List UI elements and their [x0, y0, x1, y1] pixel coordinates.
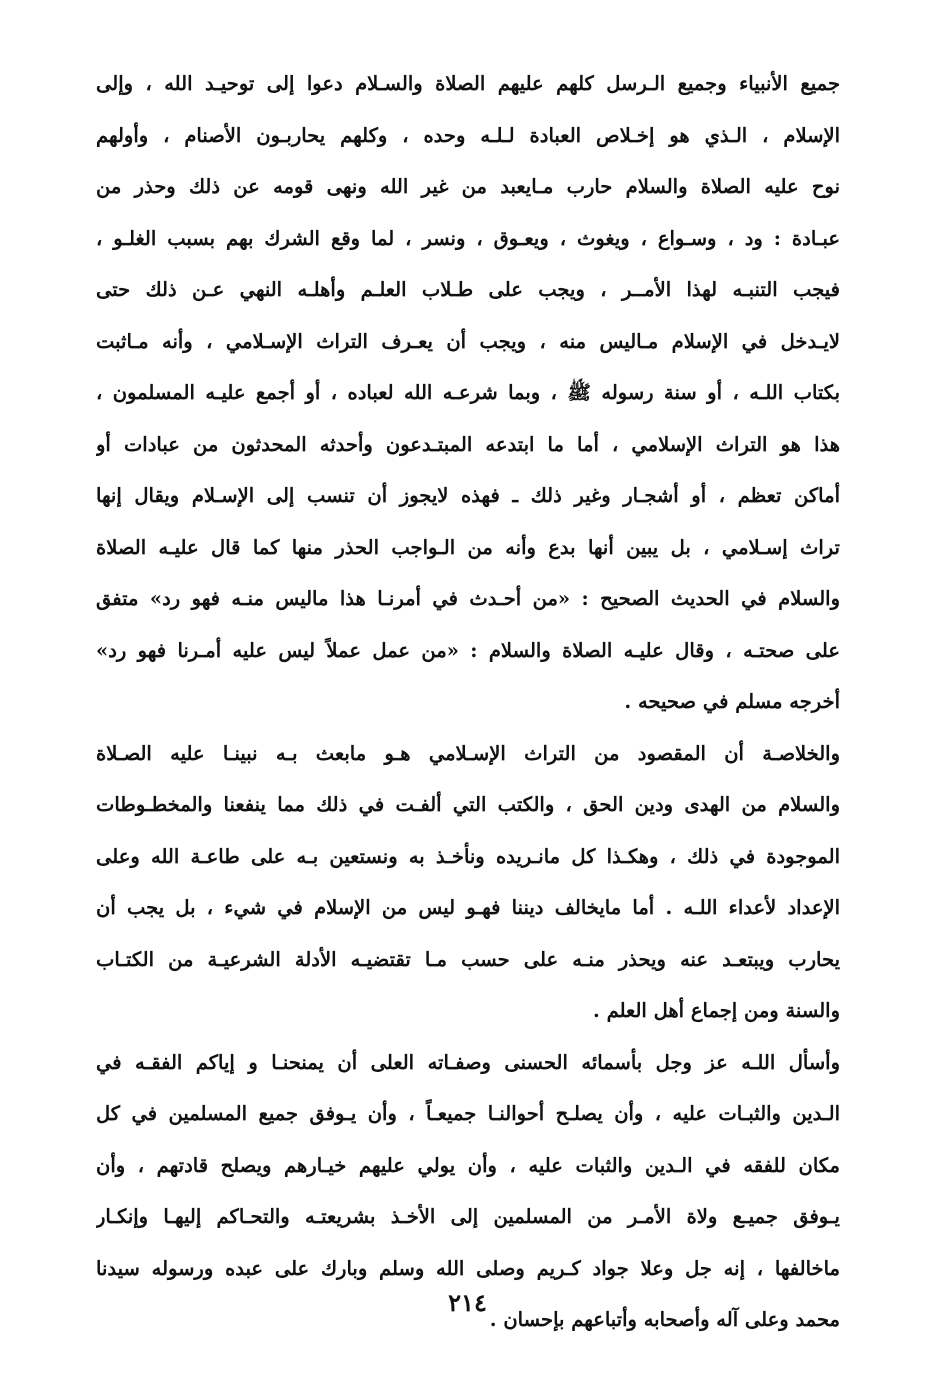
text-line-6: لايـدخل في الإسلام مـاليس منه ، ويجب أن يعـرف التراث الإسـلامي ، وأنه مـاثبت — [96, 329, 840, 353]
text-line-18: يحارب ويبتعـد عنه ويحذر منـه على حسب مـا تقتضيـه الأدلة الشرعيـة من الكتـاب — [96, 947, 840, 971]
text-line-9: أماكن تعظم ، أو أشجـار وغير ذلك ـ فهذه لايجوز أن تنسب إلى الإسـلام ويقال إنها — [96, 484, 840, 507]
text-line-20: وأسأل اللـه عز وجل بأسمائه الحسنى وصفـاته العلى أن يمنحنـا و إياكم الفقـه في — [96, 1050, 840, 1074]
text-line-5: فيجب التنبـه لهذا الأمــر ، ويجب على طـلاب العلـم وأهلـه النهي عـن ذلك حتى — [96, 278, 840, 301]
text-line-13: أخرجه مسلم في صحيحه . — [624, 690, 840, 713]
text-line-10: تراث إسـلامي ، بل يبين أنها بدع وأنه من الـواجب الحذر منها كما قال عليـه الصلاة — [96, 535, 840, 559]
text-line-7: بكتاب اللـه ، أو سنة رسوله ﷺ ، وبما شرعـه الله لعباده ، أو أجمع عليـه المسلمون ، — [96, 381, 840, 404]
text-line-19: والسنة ومن إجماع أهل العلم . — [593, 999, 840, 1022]
page-number: ٢١٤ — [448, 1288, 487, 1317]
text-line-12: على صحتـه ، وقال عليـه الصلاة والسلام : «من عمل عملاً ليس عليه أمـرنا فهو رد» — [96, 638, 840, 662]
page-body — [96, 58, 840, 1346]
text-line-1: جميع الأنبياء وجميع الـرسل كلهم عليهم الصلاة والسـلام دعوا إلى توحيـد الله ، وإلى — [96, 72, 840, 95]
text-line-25: محمد وعلى آله وأصحابه وأتباعهم بإحسان . — [489, 1308, 840, 1331]
text-line-16: الموجودة في ذلك ، وهكـذا كل مانـريده ونأخـذ به ونستعين بـه على طاعـة الله وعلى — [96, 844, 840, 868]
text-line-4: عبـادة : ود ، وسـواع ، ويغوث ، ويعـوق ، ونسر ، لما وقع الشرك بهم بسبب الغلـو ، — [96, 226, 840, 250]
text-line-23: يـوفق جميـع ولاة الأمـر من المسلمين إلى الأخـذ بشريعتـه والتحـاكم إليهـا وإنكـار — [96, 1205, 840, 1228]
text-line-24: ماخالفها ، إنه جل وعلا جواد كـريم وصلى الله وسلم وبارك على عبده ورسوله سيدنا — [96, 1256, 840, 1280]
text-line-17: الإعداد لأعداء اللـه . أما مايخالف ديننا فهـو ليس من الإسلام في شيء ، بل يجب أن — [96, 896, 840, 919]
text-line-8: هذا هو التراث الإسلامي ، أما ما ابتدعه المبتـدعون وأحدثه المحدثون من عبادات أو — [96, 432, 840, 456]
text-line-11: والسلام في الحديث الصحيح : «من أحـدث في أمرنـا هذا ماليس منـه فهو رد» متفق — [96, 587, 840, 610]
text-line-3: نوح عليه الصلاة والسلام حارب مـايعبد من غير الله ونهى قومه عن ذلك وحذر من — [96, 175, 840, 198]
text-line-14: والخلاصـة أن المقصود من التراث الإسـلامي هـو مابعث بـه نبينـا عليه الصـلاة — [96, 741, 840, 765]
text-line-22: مكان للفقه في الـدين والثبات عليه ، وأن يولي عليهم خيـارهم ويصلح قادتهم ، وأن — [96, 1153, 840, 1177]
text-line-2: الإسلام ، الـذي هو إخـلاص العبادة لـلـه وحده ، وكلهم يحاربـون الأصنام ، وأولهم — [96, 123, 840, 147]
text-line-15: والسلام من الهدى ودين الحق ، والكتب التي ألفـت في ذلك مما ينفعنا والمخطـوطات — [96, 793, 840, 816]
text-line-21: الـدين والثبـات عليه ، وأن يصلـح أحوالنـا جميعـاً ، وأن يـوفق جميع المسلمين في كل — [96, 1102, 840, 1125]
